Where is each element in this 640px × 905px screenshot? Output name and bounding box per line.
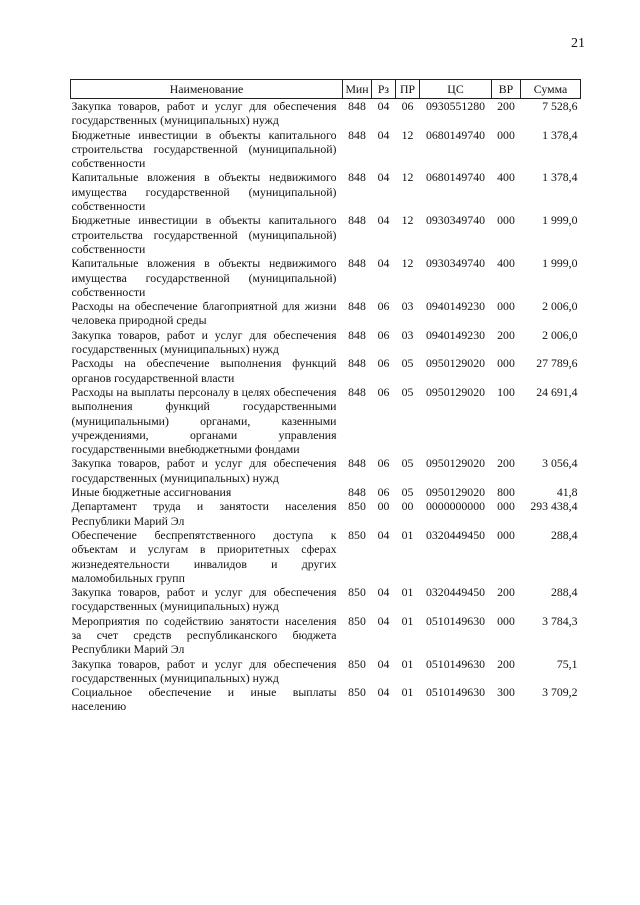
cell-cs: 0950129020 xyxy=(426,485,485,500)
cell-cs: 0930551280 xyxy=(426,99,485,113)
cell-pr: 05 xyxy=(401,384,414,399)
cell-sum: 27 789,6 xyxy=(536,356,578,371)
cell-pr: 01 xyxy=(401,613,414,628)
cell-name: Бюджетные инвестиции в объекты капитального строительства государственной (муниципальной) собственности xyxy=(71,127,337,171)
cell-cs: 0950129020 xyxy=(426,356,485,371)
table-row xyxy=(71,657,581,686)
cell-sum: 288,4 xyxy=(550,585,578,600)
table-row xyxy=(71,385,581,456)
cell-min: 850 xyxy=(348,527,366,542)
cell-name: Бюджетные инвестиции в объекты капитального строительства государственной (муниципальной) собственности xyxy=(71,213,337,256)
cell-cs: 0680149740 xyxy=(426,127,485,142)
table-row xyxy=(71,170,581,213)
budget-table xyxy=(70,79,581,714)
cell-min: 848 xyxy=(348,356,366,371)
header-name: Наименование xyxy=(71,80,343,99)
cell-min: 848 xyxy=(348,456,366,471)
cell-cs: 0000000000 xyxy=(426,499,485,514)
table-row xyxy=(71,328,581,357)
cell-name: Департамент труда и занятости населения Республики Марий Эл xyxy=(71,499,337,528)
cell-rz: 04 xyxy=(377,127,390,142)
cell-min: 850 xyxy=(348,656,366,671)
cell-min: 848 xyxy=(348,256,366,271)
cell-vr: 200 xyxy=(497,99,515,113)
table-row xyxy=(71,256,581,299)
cell-min: 848 xyxy=(348,299,366,314)
cell-min: 850 xyxy=(348,685,366,700)
cell-vr: 000 xyxy=(497,527,515,542)
table-row xyxy=(71,614,581,657)
cell-pr: 12 xyxy=(401,127,414,142)
cell-name: Иные бюджетные ассигнования xyxy=(71,485,232,500)
cell-sum: 75,1 xyxy=(556,656,578,671)
header-vr: ВР xyxy=(492,80,521,99)
cell-cs: 0680149740 xyxy=(426,170,485,185)
cell-cs: 0510149630 xyxy=(426,685,485,700)
cell-min: 848 xyxy=(348,170,366,185)
cell-name: Расходы на выплаты персоналу в целях обеспечения выполнения функций государственными (муниципальными) органами, казенными учреждениями, органами управления государственными внебюджетными фондами xyxy=(71,384,337,457)
cell-vr: 800 xyxy=(497,485,515,500)
cell-vr: 400 xyxy=(497,256,515,271)
cell-pr: 01 xyxy=(401,656,414,671)
table-row xyxy=(71,299,581,328)
cell-pr: 01 xyxy=(401,685,414,700)
cell-rz: 00 xyxy=(377,499,390,514)
cell-name: Капитальные вложения в объекты недвижимого имущества государственной (муниципальной) собственности xyxy=(71,256,337,299)
cell-sum: 3 056,4 xyxy=(542,456,578,471)
cell-vr: 000 xyxy=(497,299,515,314)
table-row xyxy=(71,485,581,499)
table-row xyxy=(71,213,581,256)
cell-pr: 06 xyxy=(401,99,414,113)
cell-sum: 24 691,4 xyxy=(536,384,578,399)
cell-rz: 06 xyxy=(377,299,390,314)
cell-cs: 0510149630 xyxy=(426,613,485,628)
cell-rz: 06 xyxy=(377,456,390,471)
cell-rz: 04 xyxy=(377,613,390,628)
cell-sum: 2 006,0 xyxy=(542,299,578,314)
cell-cs: 0320449450 xyxy=(426,527,485,542)
cell-sum: 41,8 xyxy=(556,485,578,500)
cell-rz: 04 xyxy=(377,585,390,600)
cell-name: Социальное обеспечение и иные выплаты населению xyxy=(71,685,337,714)
cell-sum: 1 999,0 xyxy=(542,213,578,228)
cell-pr: 05 xyxy=(401,485,414,500)
header-rz: Рз xyxy=(372,80,396,99)
header-cs: ЦС xyxy=(420,80,492,99)
cell-name: Расходы на обеспечение благоприятной для жизни человека природной среды xyxy=(71,299,337,328)
cell-rz: 06 xyxy=(377,485,390,500)
cell-rz: 06 xyxy=(377,327,390,342)
cell-pr: 12 xyxy=(401,256,414,271)
cell-rz: 04 xyxy=(377,656,390,671)
cell-min: 850 xyxy=(348,585,366,600)
cell-sum: 293 438,4 xyxy=(530,499,578,514)
table-row xyxy=(71,585,581,614)
cell-name: Закупка товаров, работ и услуг для обеспечения государственных (муниципальных) нужд xyxy=(71,99,337,128)
header-sum: Сумма xyxy=(521,80,581,99)
cell-pr: 03 xyxy=(401,299,414,314)
cell-rz: 04 xyxy=(377,213,390,228)
cell-vr: 000 xyxy=(497,499,515,514)
page-number: 21 xyxy=(571,36,585,51)
cell-name: Капитальные вложения в объекты недвижимого имущества государственной (муниципальной) собственности xyxy=(71,170,337,214)
cell-name: Закупка товаров, работ и услуг для обеспечения государственных (муниципальных) нужд xyxy=(71,585,337,614)
cell-pr: 05 xyxy=(401,356,414,371)
cell-vr: 400 xyxy=(497,170,515,185)
cell-rz: 06 xyxy=(377,356,390,371)
cell-name: Закупка товаров, работ и услуг для обеспечения государственных (муниципальных) нужд xyxy=(71,456,337,485)
table-row xyxy=(71,685,581,714)
cell-sum: 288,4 xyxy=(550,527,578,542)
cell-pr: 01 xyxy=(401,527,414,542)
cell-sum: 7 528,6 xyxy=(542,99,578,113)
cell-pr: 03 xyxy=(401,327,414,342)
cell-name: Обеспечение беспрепятственного доступа к объектам и услугам в приоритетных сферах жизнедеятельности инвалидов и других маломобильных групп xyxy=(71,527,337,585)
cell-rz: 04 xyxy=(377,170,390,185)
cell-sum: 3 709,2 xyxy=(542,685,578,700)
cell-vr: 000 xyxy=(497,213,515,228)
cell-cs: 0320449450 xyxy=(426,585,485,600)
cell-vr: 200 xyxy=(497,656,515,671)
cell-pr: 00 xyxy=(401,499,414,514)
table-row xyxy=(71,528,581,585)
cell-pr: 12 xyxy=(401,213,414,228)
cell-name: Мероприятия по содействию занятости населения за счет средств республиканского бюджета Республики Марий Эл xyxy=(71,613,337,657)
cell-pr: 05 xyxy=(401,456,414,471)
cell-rz: 04 xyxy=(377,256,390,271)
cell-sum: 1 378,4 xyxy=(542,170,578,185)
cell-rz: 04 xyxy=(377,685,390,700)
cell-sum: 1 999,0 xyxy=(542,256,578,271)
cell-vr: 100 xyxy=(497,384,515,399)
cell-vr: 000 xyxy=(497,127,515,142)
table-row xyxy=(71,356,581,385)
table-header-row xyxy=(71,80,581,99)
cell-vr: 200 xyxy=(497,456,515,471)
cell-cs: 0930349740 xyxy=(426,213,485,228)
cell-sum: 1 378,4 xyxy=(542,127,578,142)
cell-cs: 0940149230 xyxy=(426,327,485,342)
cell-vr: 000 xyxy=(497,613,515,628)
cell-vr: 300 xyxy=(497,685,515,700)
table-row xyxy=(71,99,581,128)
cell-rz: 04 xyxy=(377,99,390,113)
cell-vr: 200 xyxy=(497,585,515,600)
cell-cs: 0950129020 xyxy=(426,456,485,471)
table-row xyxy=(71,499,581,528)
table-row xyxy=(71,456,581,485)
cell-min: 848 xyxy=(348,485,366,500)
cell-rz: 04 xyxy=(377,527,390,542)
header-pr: ПР xyxy=(396,80,420,99)
table-row xyxy=(71,128,581,171)
cell-name: Закупка товаров, работ и услуг для обеспечения государственных (муниципальных) нужд xyxy=(71,656,337,685)
cell-min: 850 xyxy=(348,499,366,514)
cell-min: 848 xyxy=(348,327,366,342)
cell-min: 848 xyxy=(348,213,366,228)
cell-name: Закупка товаров, работ и услуг для обеспечения государственных (муниципальных) нужд xyxy=(71,327,337,357)
cell-min: 848 xyxy=(348,384,366,399)
cell-cs: 0510149630 xyxy=(426,656,485,671)
table-body xyxy=(71,99,581,714)
cell-pr: 12 xyxy=(401,170,414,185)
header-min: Мин xyxy=(343,80,372,99)
cell-sum: 3 784,3 xyxy=(542,613,578,628)
cell-sum: 2 006,0 xyxy=(542,327,578,342)
cell-pr: 01 xyxy=(401,585,414,600)
cell-cs: 0940149230 xyxy=(426,299,485,314)
cell-min: 850 xyxy=(348,613,366,628)
cell-cs: 0950129020 xyxy=(426,384,485,399)
cell-min: 848 xyxy=(348,99,366,113)
cell-name: Расходы на обеспечение выполнения функций органов государственной власти xyxy=(71,356,337,385)
cell-rz: 06 xyxy=(377,384,390,399)
cell-vr: 200 xyxy=(497,327,515,342)
cell-min: 848 xyxy=(348,127,366,142)
cell-cs: 0930349740 xyxy=(426,256,485,271)
cell-vr: 000 xyxy=(497,356,515,371)
